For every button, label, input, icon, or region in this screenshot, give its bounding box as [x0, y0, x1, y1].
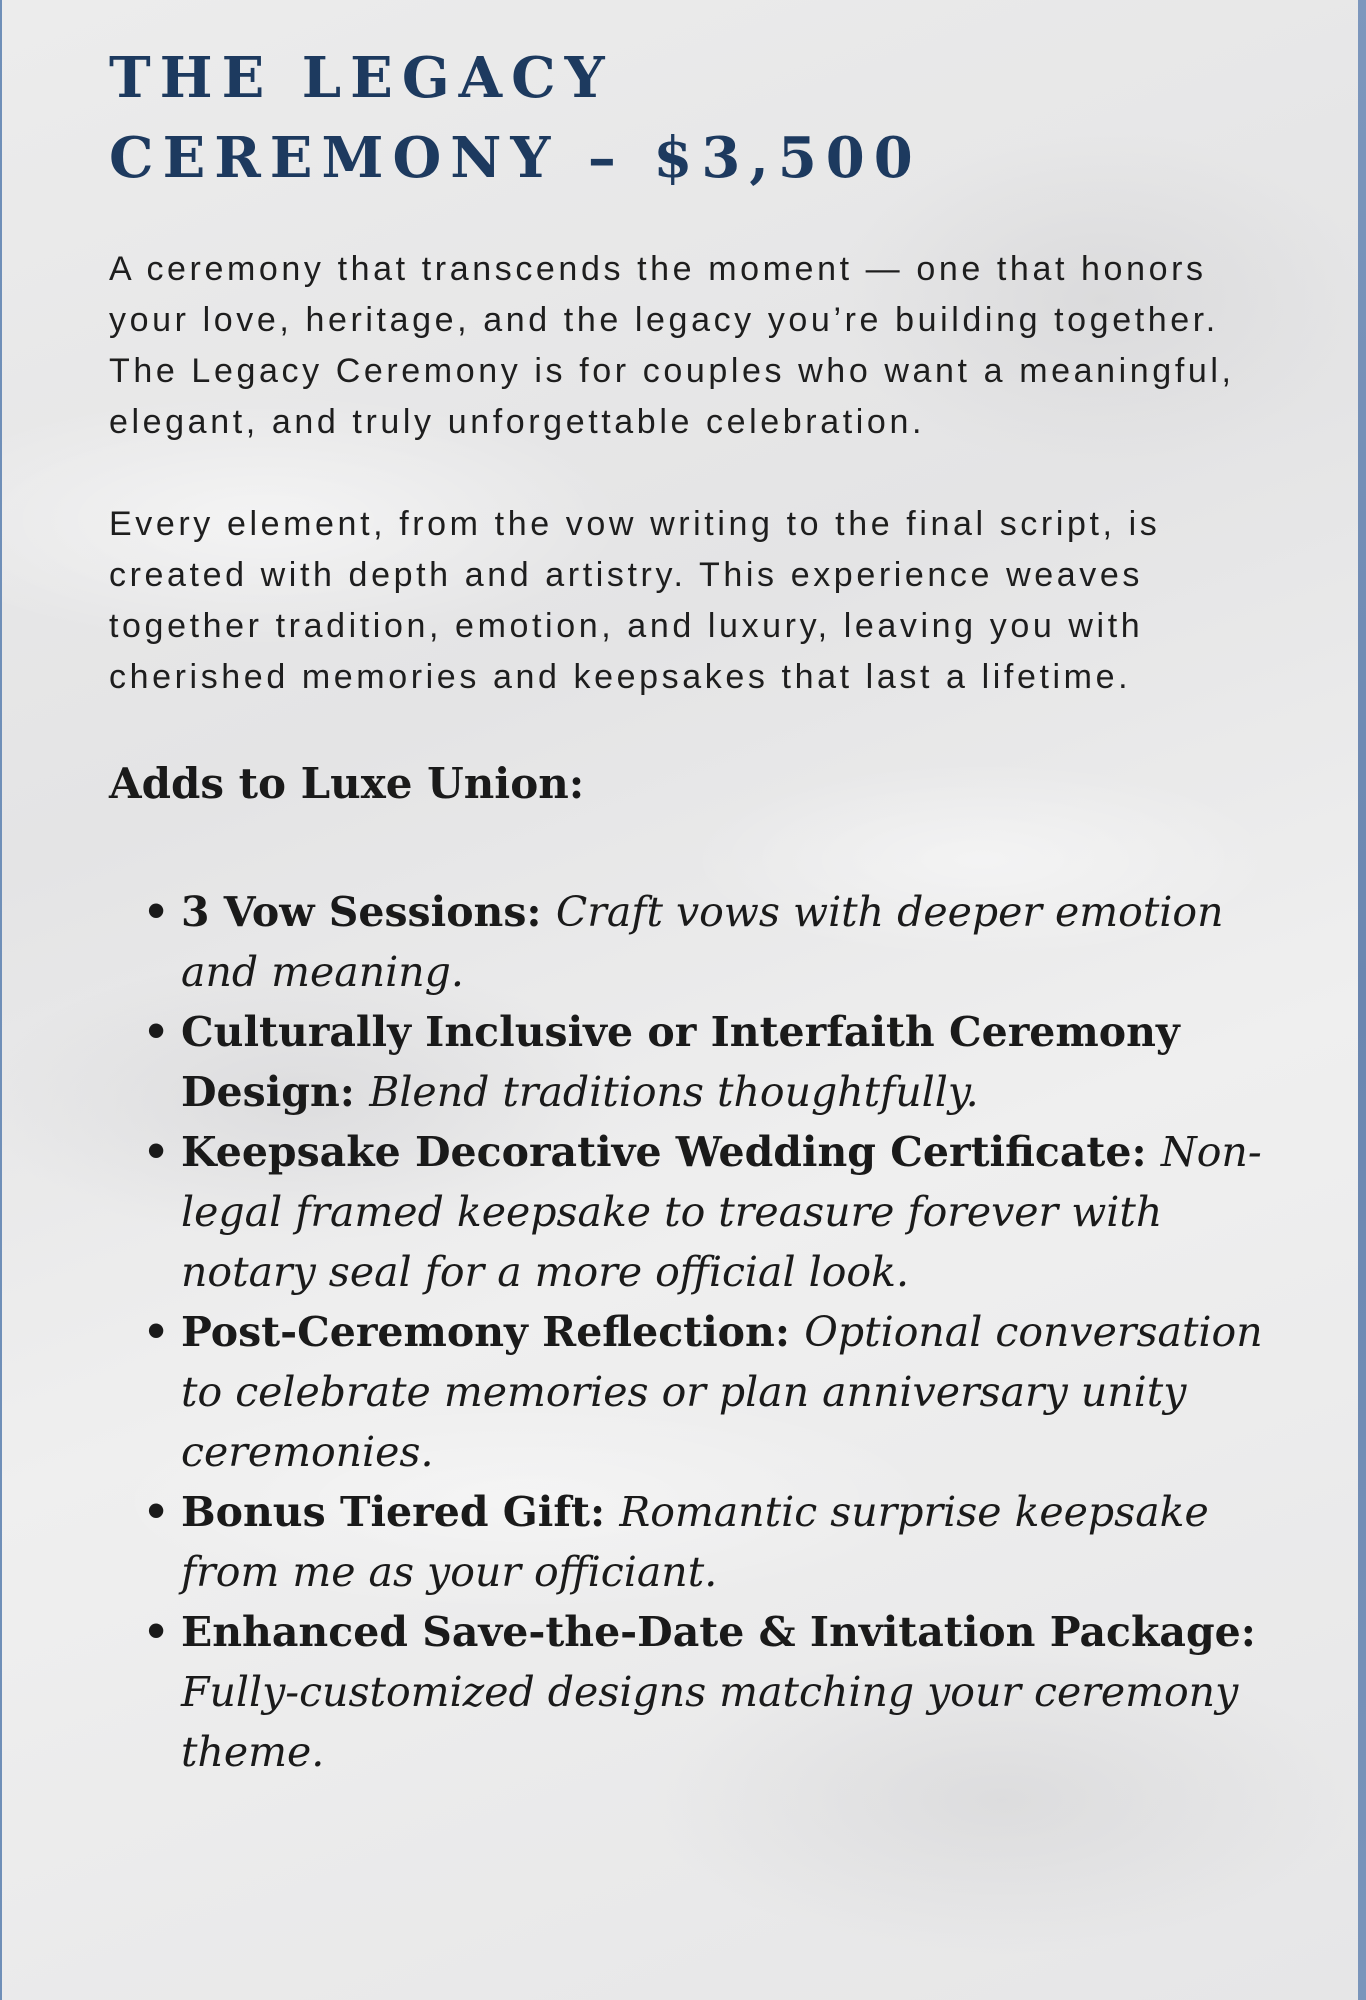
feature-item: [143, 1482, 1289, 1602]
right-border-strip: [1358, 0, 1366, 2000]
title-line-2: CEREMONY – $3,500: [109, 125, 922, 191]
description-paragraph-1: A ceremony that transcends the moment — one that honors your love, heritage, and the legacy you’re building together. The Legacy Ceremony is for couples who want a meaningful, elegant, and truly unforgettable celebration.: [109, 250, 1235, 441]
feature-item: [143, 1122, 1289, 1302]
feature-label: Bonus Tiered Gift:: [181, 1488, 620, 1536]
package-card: [2, 0, 1358, 2000]
description-paragraph-2: Every element, from the vow writing to the final script, is created with depth and artistry. This experience weaves together tradition, emotion, and luxury, leaving you with cherished memories and keepsakes that last a lifetime.: [109, 505, 1161, 696]
bullet-icon: •: [143, 888, 170, 936]
bullet-icon: •: [143, 1008, 170, 1056]
package-description: [109, 244, 1289, 703]
feature-item: [143, 882, 1289, 1002]
bullet-icon: •: [143, 1488, 170, 1536]
adds-heading: Adds to Luxe Union:: [109, 759, 585, 808]
feature-label: Enhanced Save-the-Date & Invitation Package:: [181, 1608, 1256, 1656]
package-content: [109, 38, 1289, 1782]
feature-description: Optional conversation to celebrate memories or plan anniversary unity ceremonies.: [181, 1308, 1263, 1476]
title-line-1: THE LEGACY: [109, 45, 614, 111]
package-title: [109, 38, 1289, 198]
feature-description: Non-legal framed keepsake to treasure forever with notary seal for a more official look.: [181, 1128, 1262, 1296]
bullet-icon: •: [143, 1308, 170, 1356]
feature-label: Keepsake Decorative Wedding Certificate:: [181, 1128, 1161, 1176]
feature-description: Blend traditions thoughtfully.: [369, 1068, 979, 1116]
feature-description: Romantic surprise keepsake from me as your officiant.: [181, 1488, 1209, 1596]
feature-label: Post-Ceremony Reflection:: [181, 1308, 805, 1356]
feature-label: Culturally Inclusive or Interfaith Ceremony Design:: [181, 1008, 1180, 1116]
feature-description: Craft vows with deeper emotion and meaning.: [181, 888, 1224, 996]
feature-item: [143, 1002, 1289, 1122]
feature-item: [143, 1302, 1289, 1482]
bullet-icon: •: [143, 1128, 170, 1176]
feature-description: Fully-customized designs matching your ceremony theme.: [181, 1668, 1239, 1776]
feature-label: 3 Vow Sessions:: [181, 888, 556, 936]
feature-item: [143, 1602, 1289, 1782]
feature-list: [109, 882, 1289, 1782]
bullet-icon: •: [143, 1608, 170, 1656]
